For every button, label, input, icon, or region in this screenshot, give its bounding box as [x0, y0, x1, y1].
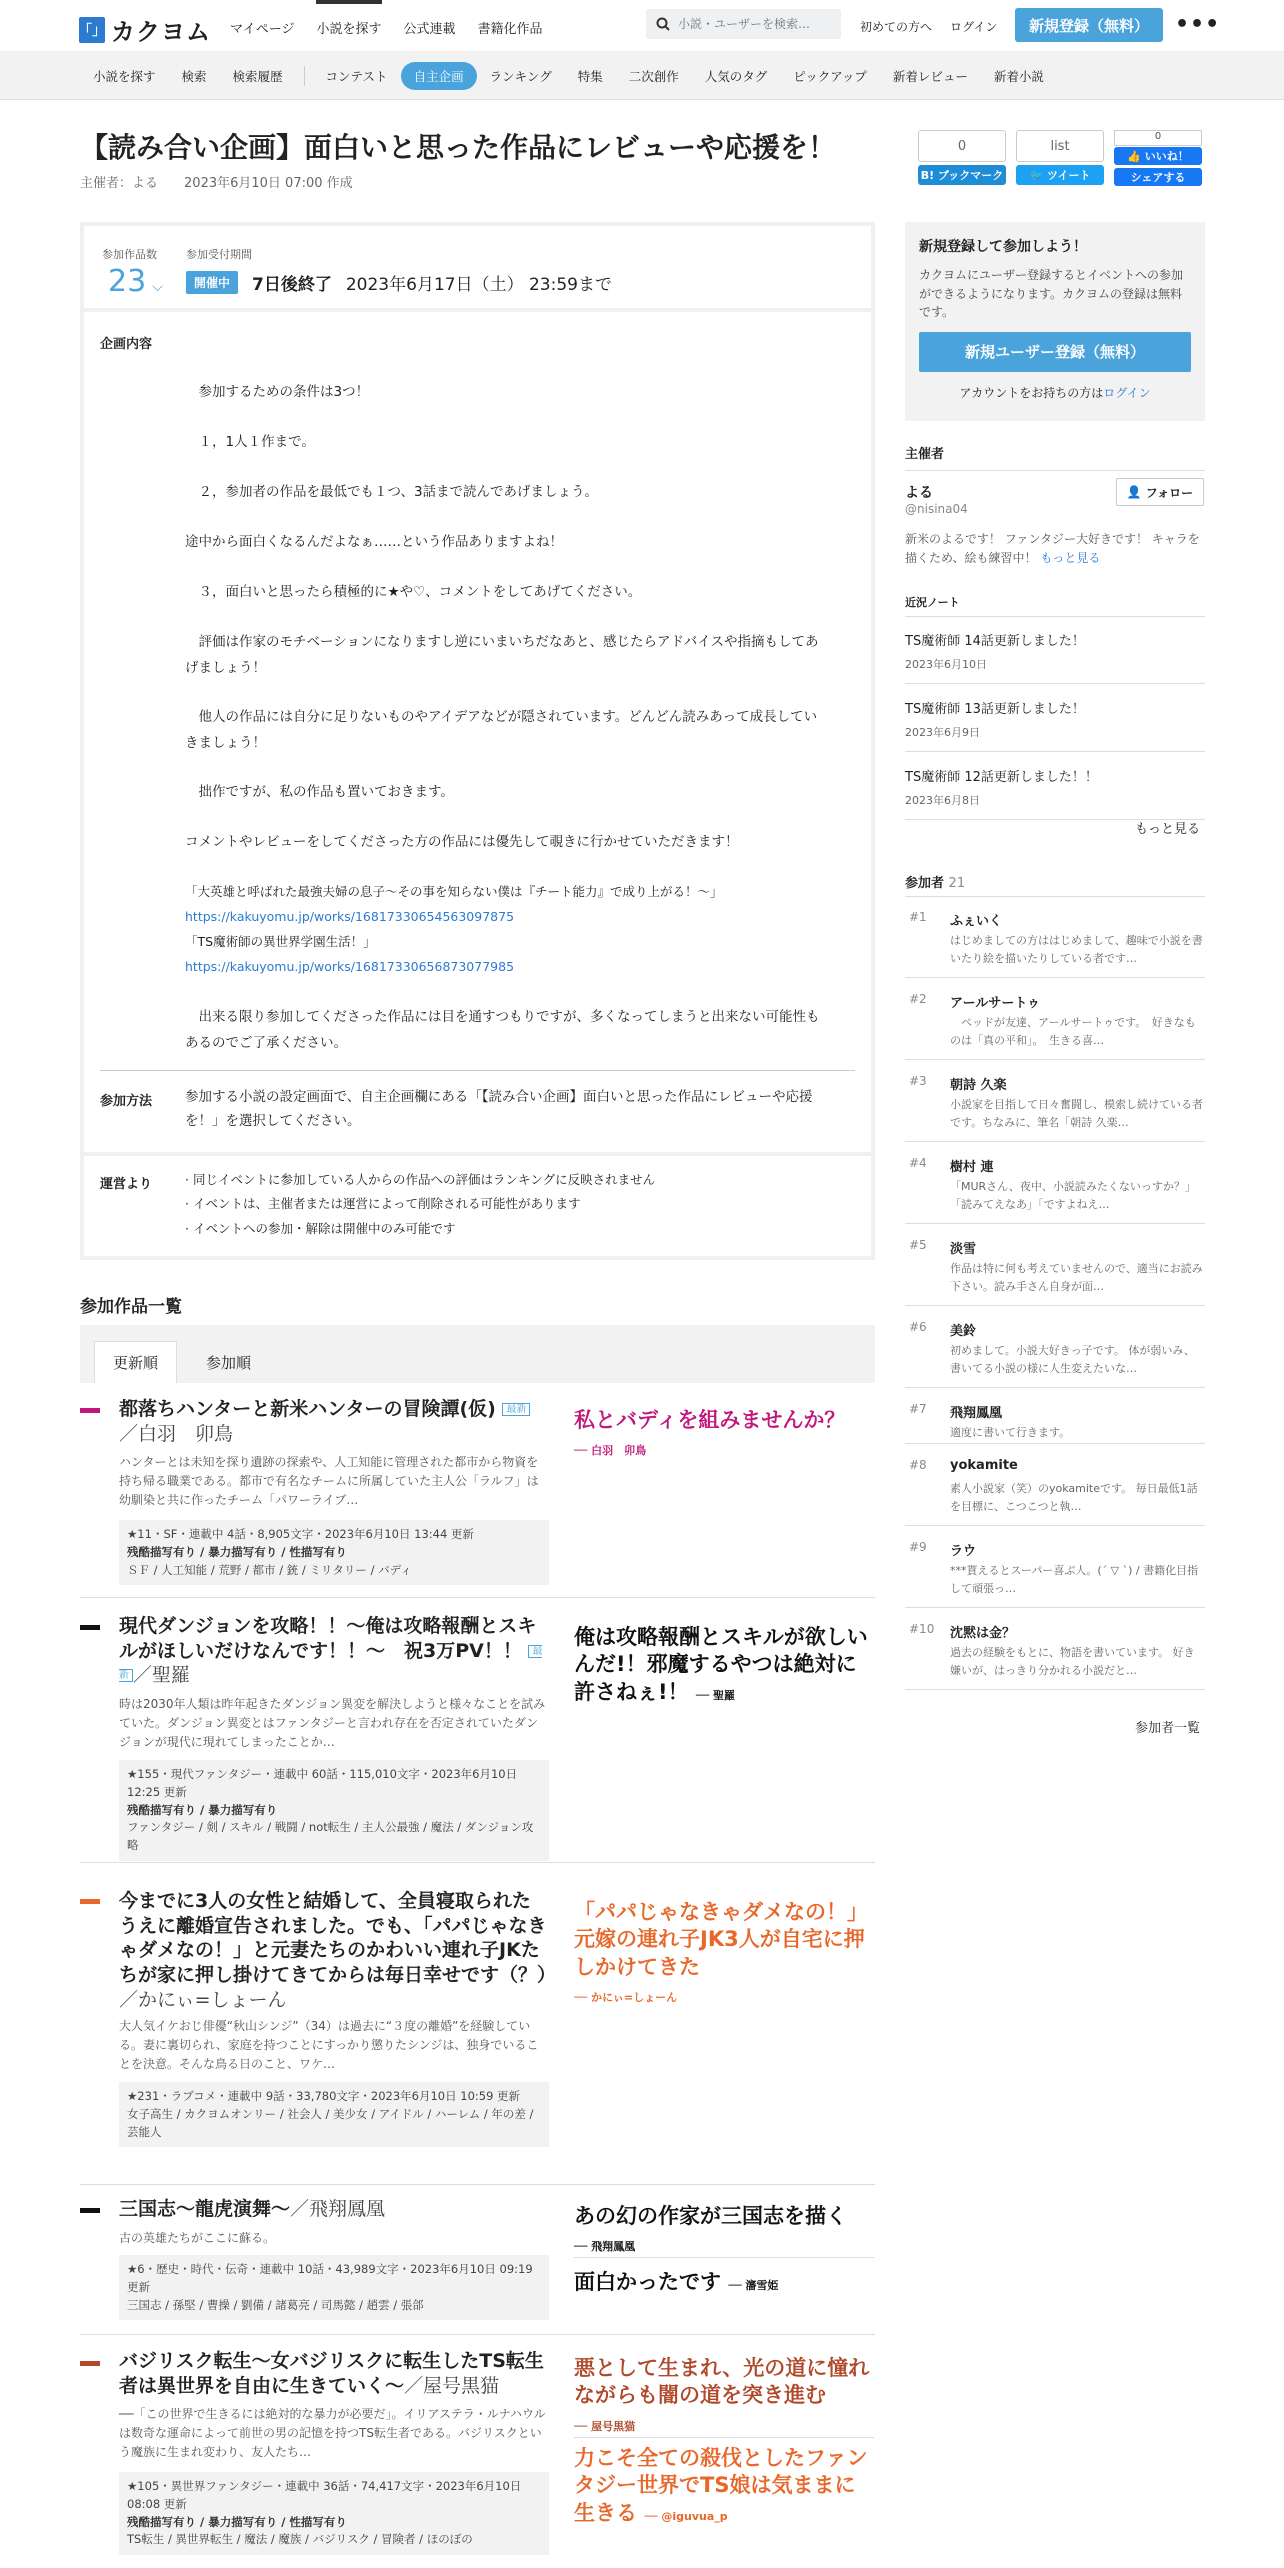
work-title[interactable]	[119, 2197, 549, 2222]
catch-text: 力こそ全ての殺伐としたファンタジー世界でTS娘は気ままに生きる	[574, 2446, 868, 2525]
work-meta	[119, 2082, 549, 2147]
participant-item[interactable]	[905, 1306, 1205, 1388]
entry-count-value: 23	[108, 264, 147, 299]
participant-desc: 「MURさん、夜中、小説読みたくないっすか？」「読みてえなあ」「ですよねえ…	[950, 1180, 1196, 1211]
participant-desc: 適度に書いて行きます。	[950, 1426, 1071, 1439]
host-desc: 新米のよるです！ ファンタジー大好きです！ キャラを描くため、絵も練習中！ もっと見る	[905, 532, 1200, 566]
participant-rank: #1	[909, 910, 927, 924]
genre-mark	[80, 1899, 100, 1904]
work-tags[interactable]: ファンタジー / 剣 / スキル / 戦闘 / not転生 / 主人公最強 / 魔法 / ダンジョン攻略	[127, 1820, 534, 1853]
nav-find-novels[interactable]: 小説を探す	[316, 18, 381, 37]
sidebar-login-link[interactable]: ログイン	[1103, 385, 1151, 400]
note-date: 2023年6月9日	[905, 726, 980, 739]
notes-more-link[interactable]: もっと見る	[1135, 822, 1201, 837]
participant-name[interactable]: アールサートゥ	[950, 996, 1041, 1011]
work-warnings: 残酷描写有り / 暴力描写有り / 性描写有り	[127, 2514, 347, 2529]
participant-rank: #4	[909, 1156, 927, 1170]
work-stats: ★105・異世界ファンタジー・連載中 36話・74,417文字・2023年6月10日 08:08 更新	[127, 2479, 522, 2511]
plan-line-8: 拙作ですが、私の作品も置いておきます。	[185, 784, 454, 800]
participant-desc: 素人小説家（笑）のyokamiteです。 毎日最低1話を目標に、こつこつと執…	[950, 1482, 1198, 1513]
participant-rank: #6	[909, 1320, 927, 1334]
user-plus-icon: 👤	[1126, 485, 1142, 499]
register-button[interactable]: 新規ユーザー登録（無料）	[919, 332, 1191, 372]
search-input[interactable]	[678, 17, 828, 31]
nav-mypage[interactable]: マイページ	[230, 22, 295, 37]
share-buttons	[918, 130, 1202, 186]
note-title: TS魔術師 13話更新しました！	[905, 702, 1085, 717]
divider	[100, 1070, 855, 1071]
note-item[interactable]	[905, 616, 1205, 684]
hatena-count: 0	[918, 130, 1006, 162]
work-link-label-1: 「大英雄と呼ばれた最強夫婦の息子～その事を知らない僕は『チート能力』で成り上がる！～」	[185, 884, 723, 899]
participant-desc: 初めまして。小説大好きっ子です。 体が弱いみ、書いてる小説の様に人生変えたいな…	[950, 1344, 1196, 1375]
divider	[574, 2437, 874, 2438]
work-author[interactable]: ／白羽 卯鳥	[119, 1422, 234, 1445]
subnav-contest[interactable]: コンテスト	[325, 69, 388, 84]
work-title-text: 現代ダンジョンを攻略！！〜俺は攻略報酬とスキルがほしいだけなんです！！〜 祝3万PV！！	[119, 1615, 537, 1662]
work-item-2	[80, 1598, 875, 1863]
host-label[interactable]: 主催者：よる	[80, 176, 159, 191]
work-stats: ★231・ラブコメ・連載中 9話・33,780文字・2023年6月10日 10:59 更新	[127, 2089, 521, 2103]
work-title-text: 今までに3人の女性と結婚して、全員寝取られたうえに離婚宣告されました。でも、「パパじゃなきゃダメなの！」と元妻たちのかわいい連れ子JKたちが家に押し掛けてきてからは毎日幸せです（？）	[119, 1890, 557, 1987]
sub-nav	[0, 52, 1284, 100]
work-item-1	[80, 1383, 875, 1598]
twitter-count: list	[1016, 130, 1104, 162]
participants-label: 参加者	[905, 876, 945, 891]
plan-line-7: 他人の作品には自分に足りないものやアイデアなどが隠されています。どんどん読みあって成長していきましょう！	[185, 709, 818, 751]
plan-line-5: ３，面白いと思ったら積極的に★や♡、コメントをしてあげてください。	[185, 584, 642, 600]
participant-desc: ***貰えるとスーパー喜ぶ人。(´ ▽ `) / 書籍化目指して頑張っ…	[950, 1564, 1199, 1595]
catch-author: ── 瀋雪姫	[728, 2279, 779, 2292]
plan-line-4: 途中から面白くなるんだよなぁ……という作品ありますよね！	[185, 534, 563, 550]
host-more-link[interactable]: もっと見る	[1040, 551, 1101, 566]
method-text: 参加する小説の設定画面で、自主企画欄にある「【読み合い企画】面白いと思った作品にレビューや応援を！」を選択してください。	[185, 1089, 813, 1130]
work-author[interactable]: ／飛翔鳳凰	[290, 2198, 386, 2220]
note-title: TS魔術師 12話更新しました！！	[905, 770, 1098, 785]
genre-mark	[80, 1625, 100, 1630]
work-desc: ──「この世界で生きるには絶対的な暴力が必要だ」。イリアステラ・ルナハウルは数奇な運命によって前世の男の記憶を持つTS転生者である。バジリスクという魔族に生まれ変わり、友人たち…	[119, 2407, 546, 2460]
work-catchphrase	[574, 2203, 874, 2258]
catch-text: あの幻の作家が三国志を描く	[574, 2204, 847, 2228]
catch-text: 「パパじゃなきゃダメなの！」元嫁の連れ子JK3人が自宅に押しかけてきた	[574, 1900, 868, 1979]
participant-name[interactable]: 美鈴	[950, 1324, 977, 1339]
ops-item: · イベントへの参加・解除は開催中のみ可能です	[185, 1220, 456, 1236]
work-catchphrase	[574, 1624, 874, 1706]
notes-section-title: 近況ノート	[905, 596, 960, 609]
participants-count: 21	[948, 876, 966, 891]
work-title[interactable]	[119, 1397, 549, 1446]
content-label: 企画内容	[100, 337, 153, 352]
catch-text: 面白かったです	[574, 2270, 721, 2294]
participant-item[interactable]	[905, 1224, 1205, 1306]
participant-rank: #10	[909, 1622, 935, 1636]
note-date: 2023年6月10日	[905, 658, 987, 671]
fb-count: 0	[1114, 130, 1202, 146]
work-tags[interactable]: 三国志 / 孫堅 / 曹操 / 劉備 / 諸葛亮 / 司馬懿 / 趙雲 / 張郃	[127, 2297, 424, 2312]
ops-item: · 同じイベントに参加している人からの作品への評価はランキングに反映されません	[185, 1172, 656, 1187]
work-author[interactable]: ／屋号黒猫	[404, 2374, 500, 2397]
ops-item: · イベントは、主催者または運営によって削除される可能性があります	[185, 1196, 581, 1212]
fb-like-label: いいね！	[1144, 150, 1189, 163]
participant-item[interactable]	[905, 1444, 1205, 1526]
have-account-text: アカウントをお持ちの方は	[959, 385, 1104, 400]
promo-title: 新規登録して参加しよう！	[919, 239, 1087, 255]
work-catchphrase	[574, 1407, 874, 1462]
participant-item[interactable]	[905, 978, 1205, 1060]
work-warnings: 残酷描写有り / 暴力描写有り	[127, 1802, 278, 1817]
subnav-find[interactable]: 小説を探す	[93, 69, 156, 84]
tweet-label: ツイート	[1047, 169, 1091, 182]
participant-desc: 過去の経験をもとに、物語を書いています。 好き嫌いが、はっきり分かれる小説だと…	[950, 1646, 1195, 1677]
participant-rank: #5	[909, 1238, 927, 1252]
work-catchphrase	[574, 2355, 874, 2437]
work-title-text: 三国志～龍虎演舞～	[119, 2198, 291, 2220]
signup-button[interactable]: 新規登録（無料）	[1015, 8, 1163, 42]
host-id: @nisina04	[905, 502, 968, 516]
search-icon	[656, 17, 670, 31]
catch-author: ── 飛翔鳳凰	[574, 2240, 636, 2254]
works-section-title: 参加作品一覧	[80, 1297, 182, 1317]
participant-desc: ペッドが友達、アールサートゥです。 好きなものは「真の平和」。 生きる喜…	[950, 1016, 1196, 1047]
tab-joined[interactable]: 参加順	[206, 1353, 252, 1372]
work-tags[interactable]: 女子高生 / カクヨムオンリー / 社会人 / 美少女 / アイドル / ハーレム / 年の差 / 芸能人	[127, 2106, 534, 2139]
work-stats: ★11・SF・連載中 4話・8,905文字・2023年6月10日 13:44 更新	[127, 1527, 474, 1541]
subnav-reviews[interactable]: 新着レビュー	[892, 69, 968, 84]
work-warnings: 残酷描写有り / 暴力描写有り / 性描写有り	[127, 1544, 347, 1559]
participant-rank: #8	[909, 1458, 927, 1472]
participant-name[interactable]: 朝詩 久楽	[950, 1078, 1007, 1093]
more-menu-icon[interactable]: •••	[1175, 12, 1221, 37]
divider	[905, 470, 1205, 471]
plan-line-6: 評価は作家のモチベーションになりますし逆にいまいちだなあと、感じたらアドバイスや指摘もしてあげましょう！	[185, 634, 819, 676]
follow-button[interactable]	[1116, 478, 1204, 506]
participant-item[interactable]	[905, 1142, 1205, 1224]
page-title: 【読み合い企画】面白いと思った作品にレビューや応援を！	[80, 131, 837, 164]
participant-item[interactable]	[905, 896, 1205, 978]
work-tags[interactable]: TS転生 / 異世界転生 / 魔法 / 魔族 / バジリスク / 冒険者 / ほのぼの	[127, 2532, 473, 2547]
work-link-2[interactable]: https://kakuyomu.jp/works/16817330656873077985	[185, 959, 515, 974]
work-meta	[119, 2472, 549, 2555]
nav-official[interactable]: 公式連載	[403, 22, 456, 37]
participant-rank: #2	[909, 992, 927, 1006]
bird-icon: 🐦	[1029, 168, 1044, 182]
work-catchphrase	[574, 1899, 874, 2008]
divider	[304, 66, 305, 86]
ops-list	[185, 1168, 825, 1241]
subnav-ranking[interactable]: ランキング	[489, 69, 552, 84]
first-time-link[interactable]: 初めての方へ	[860, 20, 933, 34]
work-tags[interactable]: ＳＦ / 人工知能 / 荒野 / 都市 / 銃 / ミリタリー / バディ	[127, 1562, 412, 1577]
plan-line-9: コメントやレビューをしてくださった方の作品には優先して覗きに行かせていただきます！	[185, 834, 739, 850]
participant-desc: 小説家を目指して日々奮闘し、模索し続けている者です。ちなみに、筆名「朝詩 久楽…	[950, 1098, 1203, 1129]
thumb-icon: 👍	[1127, 149, 1141, 163]
hatena-button[interactable]: B! ブックマーク	[918, 165, 1006, 185]
participant-rank: #7	[909, 1402, 927, 1416]
note-title: TS魔術師 14話更新しました！	[905, 634, 1085, 649]
work-meta	[119, 1520, 549, 1585]
participant-item[interactable]	[905, 1060, 1205, 1142]
participant-item[interactable]	[905, 1526, 1205, 1608]
participant-item[interactable]	[905, 1388, 1205, 1444]
login-link[interactable]: ログイン	[950, 20, 998, 34]
subnav-user-events[interactable]: 自主企画	[401, 62, 477, 90]
event-status-card	[80, 222, 875, 312]
host-name[interactable]: よる	[905, 485, 933, 501]
host-section-title: 主催者	[905, 447, 945, 462]
follow-label: フォロー	[1145, 485, 1194, 500]
work-meta	[119, 2255, 549, 2320]
work-desc: 大人気イケおじ俳優“秋山シンジ”（34）は過去に“３度の離婚”を経験している。妻に裏切られ、家庭を持つことにすっかり懲りたシンジは、独身でいることを決意。そんな鳥る日のこと、ワケ…	[119, 2019, 539, 2072]
work-item-5	[80, 2335, 875, 2568]
fb-share-button[interactable]: シェアする	[1114, 168, 1202, 186]
participant-name[interactable]: 樹村 連	[950, 1160, 994, 1175]
tweet-button[interactable]	[1016, 165, 1104, 185]
participant-rank: #3	[909, 1074, 927, 1088]
note-item[interactable]	[905, 752, 1205, 820]
work-link-1[interactable]: https://kakuyomu.jp/works/16817330654563097875	[185, 909, 515, 924]
subnav-pickup[interactable]: ピックアップ	[793, 69, 867, 84]
plan-line-2: １，1人１作まで。	[185, 434, 315, 450]
fb-like-button[interactable]	[1114, 147, 1202, 165]
subnav-search[interactable]: 検索	[181, 69, 207, 84]
subnav-fanfic[interactable]: 二次創作	[628, 69, 679, 84]
divider	[84, 1152, 871, 1156]
logo-icon: 「」	[79, 17, 105, 43]
catch-text: 俺は攻略報酬とスキルが欲しいんだ!！邪魔するやつは絶対に許さねぇ!！	[574, 1625, 868, 1704]
new-badge: 最新	[119, 1645, 543, 1682]
deadline: 2023年6月17日（土） 23:59まで	[345, 275, 612, 295]
plan-closing: 出来る限り参加してくださった作品には目を通すつもりですが、多くなってしまうと出来ない可能性もあるのでご了承ください。	[185, 1009, 820, 1051]
work-meta	[119, 1760, 549, 1861]
logo-text: カクヨム	[111, 18, 211, 46]
subnav-tags[interactable]: 人気のタグ	[704, 69, 768, 84]
search-box[interactable]	[646, 9, 841, 39]
divider	[574, 2257, 874, 2258]
genre-mark	[80, 2361, 100, 2366]
participant-name[interactable]: 沈黙は金？	[950, 1626, 1016, 1641]
participant-item[interactable]	[905, 1608, 1205, 1690]
plan-line-3: ２，参加者の作品を最低でも１つ、3話まで読んであげましょう。	[185, 484, 599, 500]
promo-desc: カクヨムにユーザー登録するとイベントへの参加ができるようになります。カクヨムの登録は無料です。	[919, 268, 1184, 320]
plan-line-1: 参加するための条件は3つ！	[185, 384, 370, 400]
entry-count[interactable]	[108, 264, 163, 299]
catch-author: ── 屋号黒猫	[574, 2419, 636, 2433]
catch-text: 悪として生まれ、光の道に憧れながらも闇の道を突き進む	[574, 2356, 870, 2408]
participant-rank: #9	[909, 1540, 927, 1554]
top-nav	[230, 18, 543, 37]
subnav-feature[interactable]: 特集	[577, 69, 603, 84]
work-catchphrase-2	[574, 2445, 874, 2527]
new-badge: 最新	[502, 1403, 530, 1416]
remaining-days: 7日後終了	[252, 275, 332, 295]
participant-name[interactable]: 淡雪	[950, 1242, 977, 1257]
event-meta	[80, 172, 353, 191]
global-header	[0, 0, 1284, 52]
work-desc: ハンターとは未知を探り遺跡の探索や、人工知能に管理された都市から物資を持ち帰る職業である。都市で有名なチームに所属していた主人公「ラルフ」は幼馴染と共に作ったチーム「パワーライブ…	[119, 1455, 539, 1508]
subnav-history[interactable]: 検索履歴	[232, 69, 283, 84]
work-desc: 時は2030年人類は昨年起きたダンジョン異変を解決しようと様々なことを試みていた。ダンジョン異変とはファンタジーと言われ存在を否定されていたダンジョンが現代に現れてしまったことか…	[119, 1697, 546, 1750]
participant-name[interactable]: 飛翔鳳凰	[950, 1406, 1003, 1421]
catch-author: ── 白羽 卯鳥	[574, 1444, 647, 1458]
catch-author: ── 聖羅	[695, 1688, 735, 1702]
catch-text: 私とバディを組みませんか？	[574, 1408, 846, 1432]
work-stats: ★155・現代ファンタジー・連載中 60話・115,010文字・2023年6月10日 12:25 更新	[127, 1767, 518, 1799]
period-label: 参加受付期間	[186, 248, 252, 261]
chevron-down-icon: ⌵	[152, 279, 163, 295]
work-item-4	[80, 2185, 875, 2335]
work-catchphrase-2	[574, 2269, 874, 2296]
note-item[interactable]	[905, 684, 1205, 752]
note-date: 2023年6月8日	[905, 794, 980, 807]
subnav-new-novels[interactable]: 新着小説	[993, 69, 1044, 84]
work-title[interactable]	[119, 2349, 549, 2398]
catch-author: ── かにぃ=しょーん	[574, 1990, 678, 2004]
participant-name[interactable]: yokamite	[950, 1458, 1018, 1473]
participants-title	[905, 872, 965, 891]
work-link-label-2: 「TS魔術師の異世界学園生活！」	[185, 934, 376, 949]
participant-desc: はじめましての方ははじめまして、趣味で小説を書いたり絵を描いたりしている者です…	[950, 934, 1203, 965]
work-stats: ★6・歴史・時代・伝奇・連載中 10話・43,989文字・2023年6月10日 09:19 更新	[127, 2262, 533, 2294]
work-title[interactable]	[119, 1614, 549, 1688]
work-title[interactable]	[119, 1889, 557, 2012]
participant-desc: 作品は特に何も考えていませんので、適当にお読み下さい。読み手さん自身が面…	[950, 1262, 1203, 1293]
catch-author: ── @iguvua_p	[644, 2509, 728, 2523]
signup-promo	[905, 222, 1205, 421]
works-tabs	[80, 1325, 875, 1383]
genre-mark	[80, 1408, 100, 1413]
participant-name[interactable]: ふぇいく	[950, 914, 1003, 929]
participant-name[interactable]: ラウ	[950, 1544, 977, 1559]
work-item-3	[80, 1863, 875, 2185]
tab-updated[interactable]: 更新順	[94, 1341, 177, 1383]
created-date: 2023年6月10日 07:00 作成	[184, 176, 353, 191]
participants-list-link[interactable]: 参加者一覧	[1135, 1721, 1201, 1736]
work-title-text: 都落ちハンターと新米ハンターの冒険譚(仮)	[119, 1398, 496, 1420]
ops-label: 運営より	[100, 1177, 153, 1192]
status-badge: 開催中	[186, 271, 238, 294]
work-title-text: バジリスク転生〜女バジリスクに転生したTS転生者は異世界を自由に生きていく〜	[119, 2350, 544, 2397]
work-author[interactable]: ／かにぃ=しょーん	[119, 1988, 287, 2011]
work-desc: 古の英雄たちがここに蘇る。	[119, 2231, 276, 2245]
genre-mark	[80, 2208, 100, 2213]
nav-books[interactable]: 書籍化作品	[477, 22, 543, 37]
count-label: 参加作品数	[102, 248, 157, 261]
method-label: 参加方法	[100, 1094, 153, 1109]
work-author[interactable]: ／聖羅	[133, 1664, 191, 1687]
logo[interactable]	[79, 12, 211, 47]
